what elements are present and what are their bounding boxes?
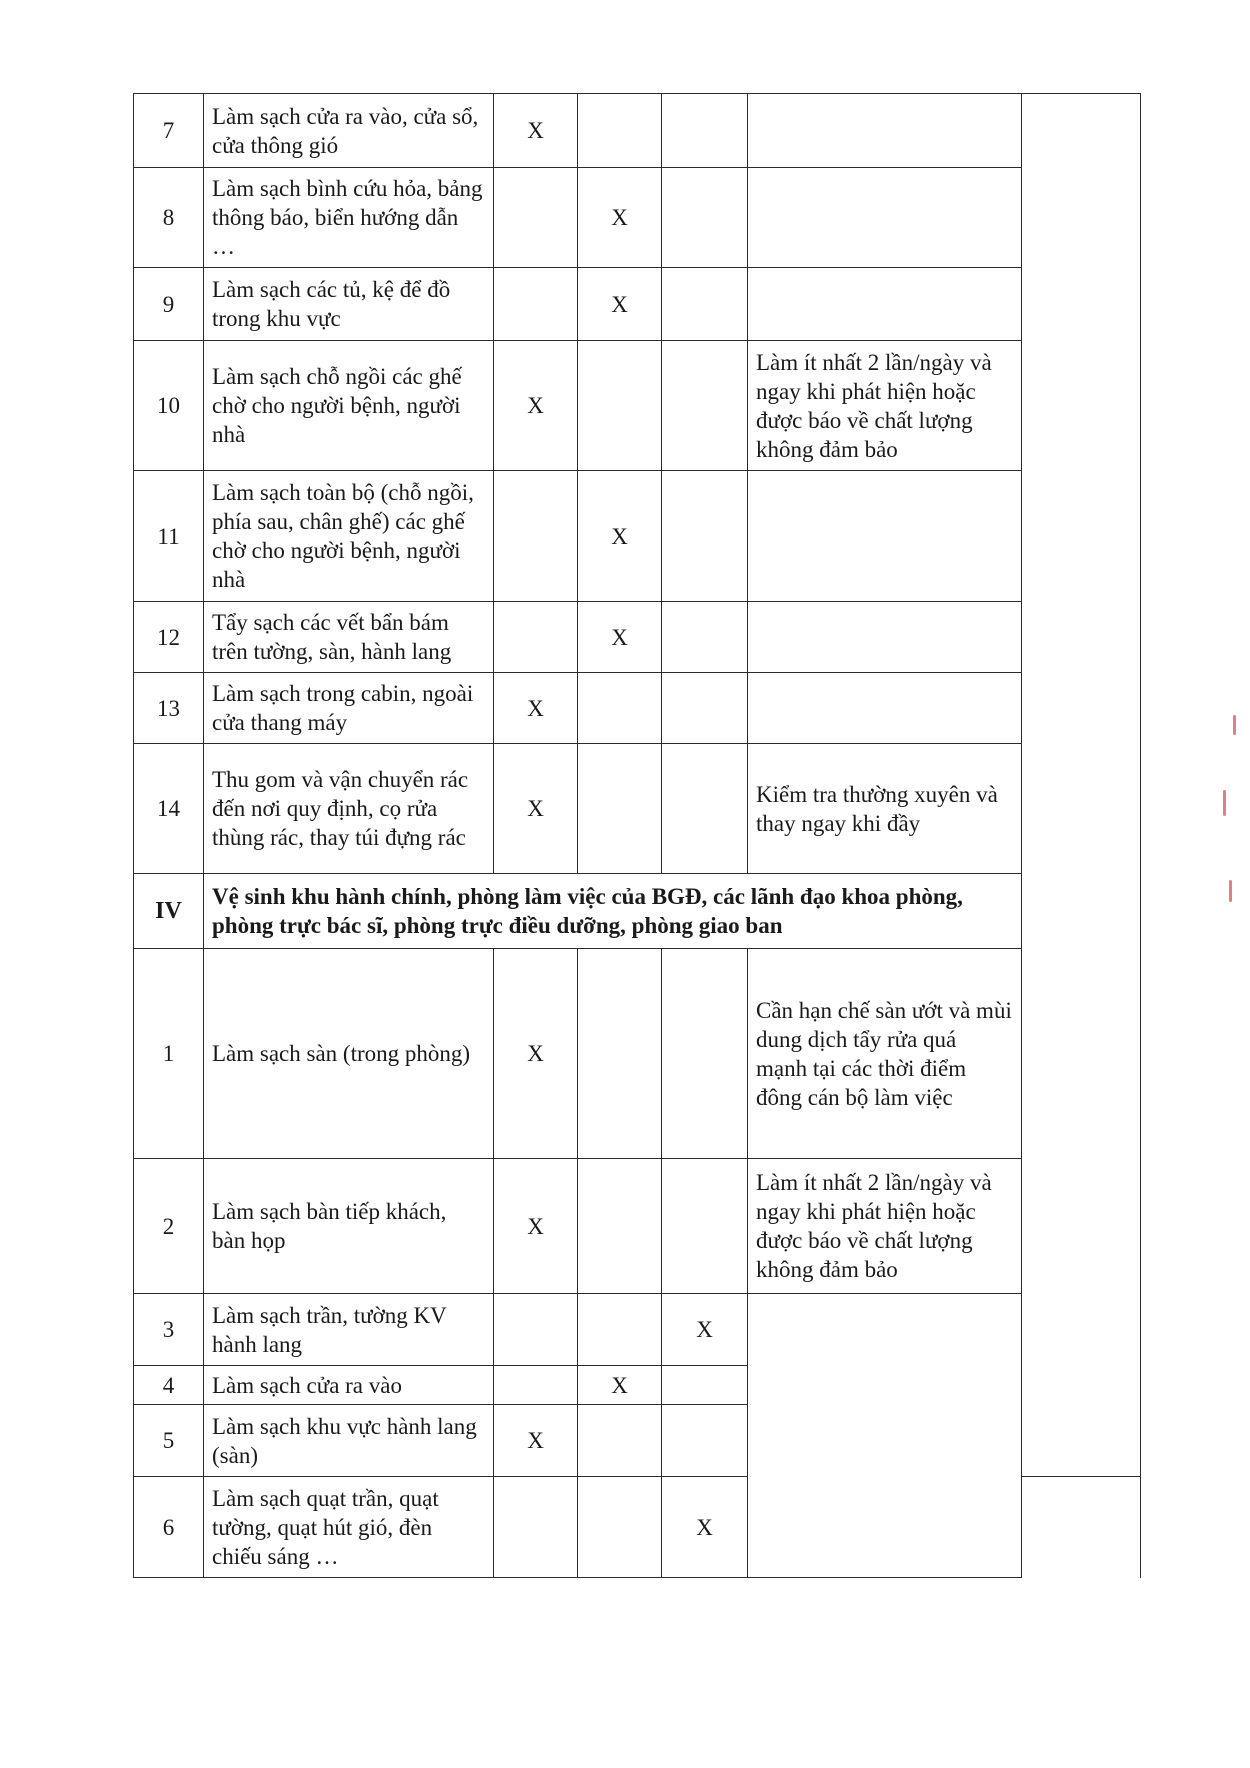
row-number: 2 (134, 1159, 204, 1294)
section-number: IV (134, 874, 204, 949)
row-number: 1 (134, 949, 204, 1159)
frequency-mark-2 (578, 744, 662, 874)
frequency-mark-3 (662, 341, 748, 471)
row-number: 3 (134, 1294, 204, 1366)
frequency-mark-2: X (578, 471, 662, 602)
task-cell: Làm sạch cửa ra vào, cửa sổ, cửa thông gió (204, 94, 494, 168)
extra-cell (1022, 94, 1141, 1477)
frequency-mark-1: X (494, 1405, 578, 1477)
frequency-mark-3 (662, 949, 748, 1159)
frequency-mark-2 (578, 1477, 662, 1578)
row-number: 12 (134, 602, 204, 673)
table-row (134, 168, 1141, 268)
frequency-mark-1 (494, 268, 578, 341)
task-cell: Làm sạch chỗ ngồi các ghế chờ cho người bệnh, người nhà (204, 341, 494, 471)
frequency-mark-1: X (494, 673, 578, 744)
row-number: 13 (134, 673, 204, 744)
frequency-mark-2 (578, 341, 662, 471)
frequency-mark-2: X (578, 268, 662, 341)
frequency-mark-2: X (578, 1366, 662, 1405)
frequency-mark-2 (578, 1159, 662, 1294)
note-cell (748, 1294, 1022, 1578)
frequency-mark-2 (578, 949, 662, 1159)
task-cell: Làm sạch bàn tiếp khách, bàn họp (204, 1159, 494, 1294)
task-cell: Tẩy sạch các vết bẩn bám trên tường, sàn, hành lang (204, 602, 494, 673)
note-cell (748, 673, 1022, 744)
table-row (134, 949, 1141, 1159)
task-cell: Làm sạch bình cứu hỏa, bảng thông báo, biển hướng dẫn … (204, 168, 494, 268)
frequency-mark-2 (578, 1294, 662, 1366)
note-cell: Kiểm tra thường xuyên và thay ngay khi đầy (748, 744, 1022, 874)
row-number: 9 (134, 268, 204, 341)
task-cell: Làm sạch trần, tường KV hành lang (204, 1294, 494, 1366)
row-number: 11 (134, 471, 204, 602)
frequency-mark-3: X (662, 1477, 748, 1578)
frequency-mark-3 (662, 1366, 748, 1405)
table-row (134, 744, 1141, 874)
task-cell: Làm sạch quạt trần, quạt tường, quạt hút gió, đèn chiếu sáng … (204, 1477, 494, 1578)
frequency-mark-1 (494, 1294, 578, 1366)
frequency-mark-3 (662, 471, 748, 602)
scan-artifact (1233, 715, 1236, 735)
scan-artifact (1223, 790, 1226, 816)
table-row (134, 94, 1141, 168)
frequency-mark-1 (494, 1366, 578, 1405)
frequency-mark-3: X (662, 1294, 748, 1366)
task-cell: Làm sạch trong cabin, ngoài cửa thang máy (204, 673, 494, 744)
table-row (134, 602, 1141, 673)
note-cell: Làm ít nhất 2 lần/ngày và ngay khi phát hiện hoặc được báo về chất lượng không đảm bảo (748, 1159, 1022, 1294)
note-cell (748, 602, 1022, 673)
note-cell: Cần hạn chế sàn ướt và mùi dung dịch tẩy rửa quá mạnh tại các thời điểm đông cán bộ làm việc (748, 949, 1022, 1159)
frequency-mark-1 (494, 168, 578, 268)
frequency-mark-3 (662, 602, 748, 673)
frequency-mark-3 (662, 1405, 748, 1477)
frequency-mark-3 (662, 673, 748, 744)
frequency-mark-2: X (578, 168, 662, 268)
frequency-mark-1: X (494, 949, 578, 1159)
task-cell: Làm sạch toàn bộ (chỗ ngồi, phía sau, chân ghế) các ghế chờ cho người bệnh, người nhà (204, 471, 494, 602)
note-cell (748, 94, 1022, 168)
frequency-mark-3 (662, 94, 748, 168)
frequency-mark-2: X (578, 602, 662, 673)
table-row (134, 1294, 1141, 1366)
note-cell (748, 471, 1022, 602)
frequency-mark-1 (494, 1477, 578, 1578)
row-number: 8 (134, 168, 204, 268)
task-cell: Làm sạch khu vực hành lang (sàn) (204, 1405, 494, 1477)
task-cell: Làm sạch các tủ, kệ để đồ trong khu vực (204, 268, 494, 341)
frequency-mark-3 (662, 744, 748, 874)
table-row (134, 341, 1141, 471)
frequency-mark-1 (494, 471, 578, 602)
table-row (134, 1159, 1141, 1294)
note-cell (748, 268, 1022, 341)
frequency-mark-3 (662, 168, 748, 268)
table-row (134, 471, 1141, 602)
row-number: 4 (134, 1366, 204, 1405)
row-number: 6 (134, 1477, 204, 1578)
frequency-mark-3 (662, 268, 748, 341)
frequency-mark-1: X (494, 341, 578, 471)
frequency-mark-1: X (494, 1159, 578, 1294)
table-row (134, 673, 1141, 744)
task-cell: Thu gom và vận chuyển rác đến nơi quy định, cọ rửa thùng rác, thay túi đựng rác (204, 744, 494, 874)
note-cell: Làm ít nhất 2 lần/ngày và ngay khi phát hiện hoặc được báo về chất lượng không đảm bảo (748, 341, 1022, 471)
cleaning-schedule-table (133, 93, 1141, 1578)
frequency-mark-1 (494, 602, 578, 673)
row-number: 5 (134, 1405, 204, 1477)
frequency-mark-1: X (494, 744, 578, 874)
section-title: Vệ sinh khu hành chính, phòng làm việc của BGĐ, các lãnh đạo khoa phòng, phòng trực bác sĩ, phòng trực điều dưỡng, phòng giao ban (204, 874, 1022, 949)
task-cell: Làm sạch sàn (trong phòng) (204, 949, 494, 1159)
frequency-mark-3 (662, 1159, 748, 1294)
frequency-mark-2 (578, 673, 662, 744)
note-cell (748, 168, 1022, 268)
row-number: 10 (134, 341, 204, 471)
frequency-mark-2 (578, 94, 662, 168)
task-cell: Làm sạch cửa ra vào (204, 1366, 494, 1405)
row-number: 14 (134, 744, 204, 874)
frequency-mark-2 (578, 1405, 662, 1477)
section-header-row (134, 874, 1141, 949)
scan-artifact (1229, 880, 1232, 902)
row-number: 7 (134, 94, 204, 168)
frequency-mark-1: X (494, 94, 578, 168)
table-row (134, 268, 1141, 341)
